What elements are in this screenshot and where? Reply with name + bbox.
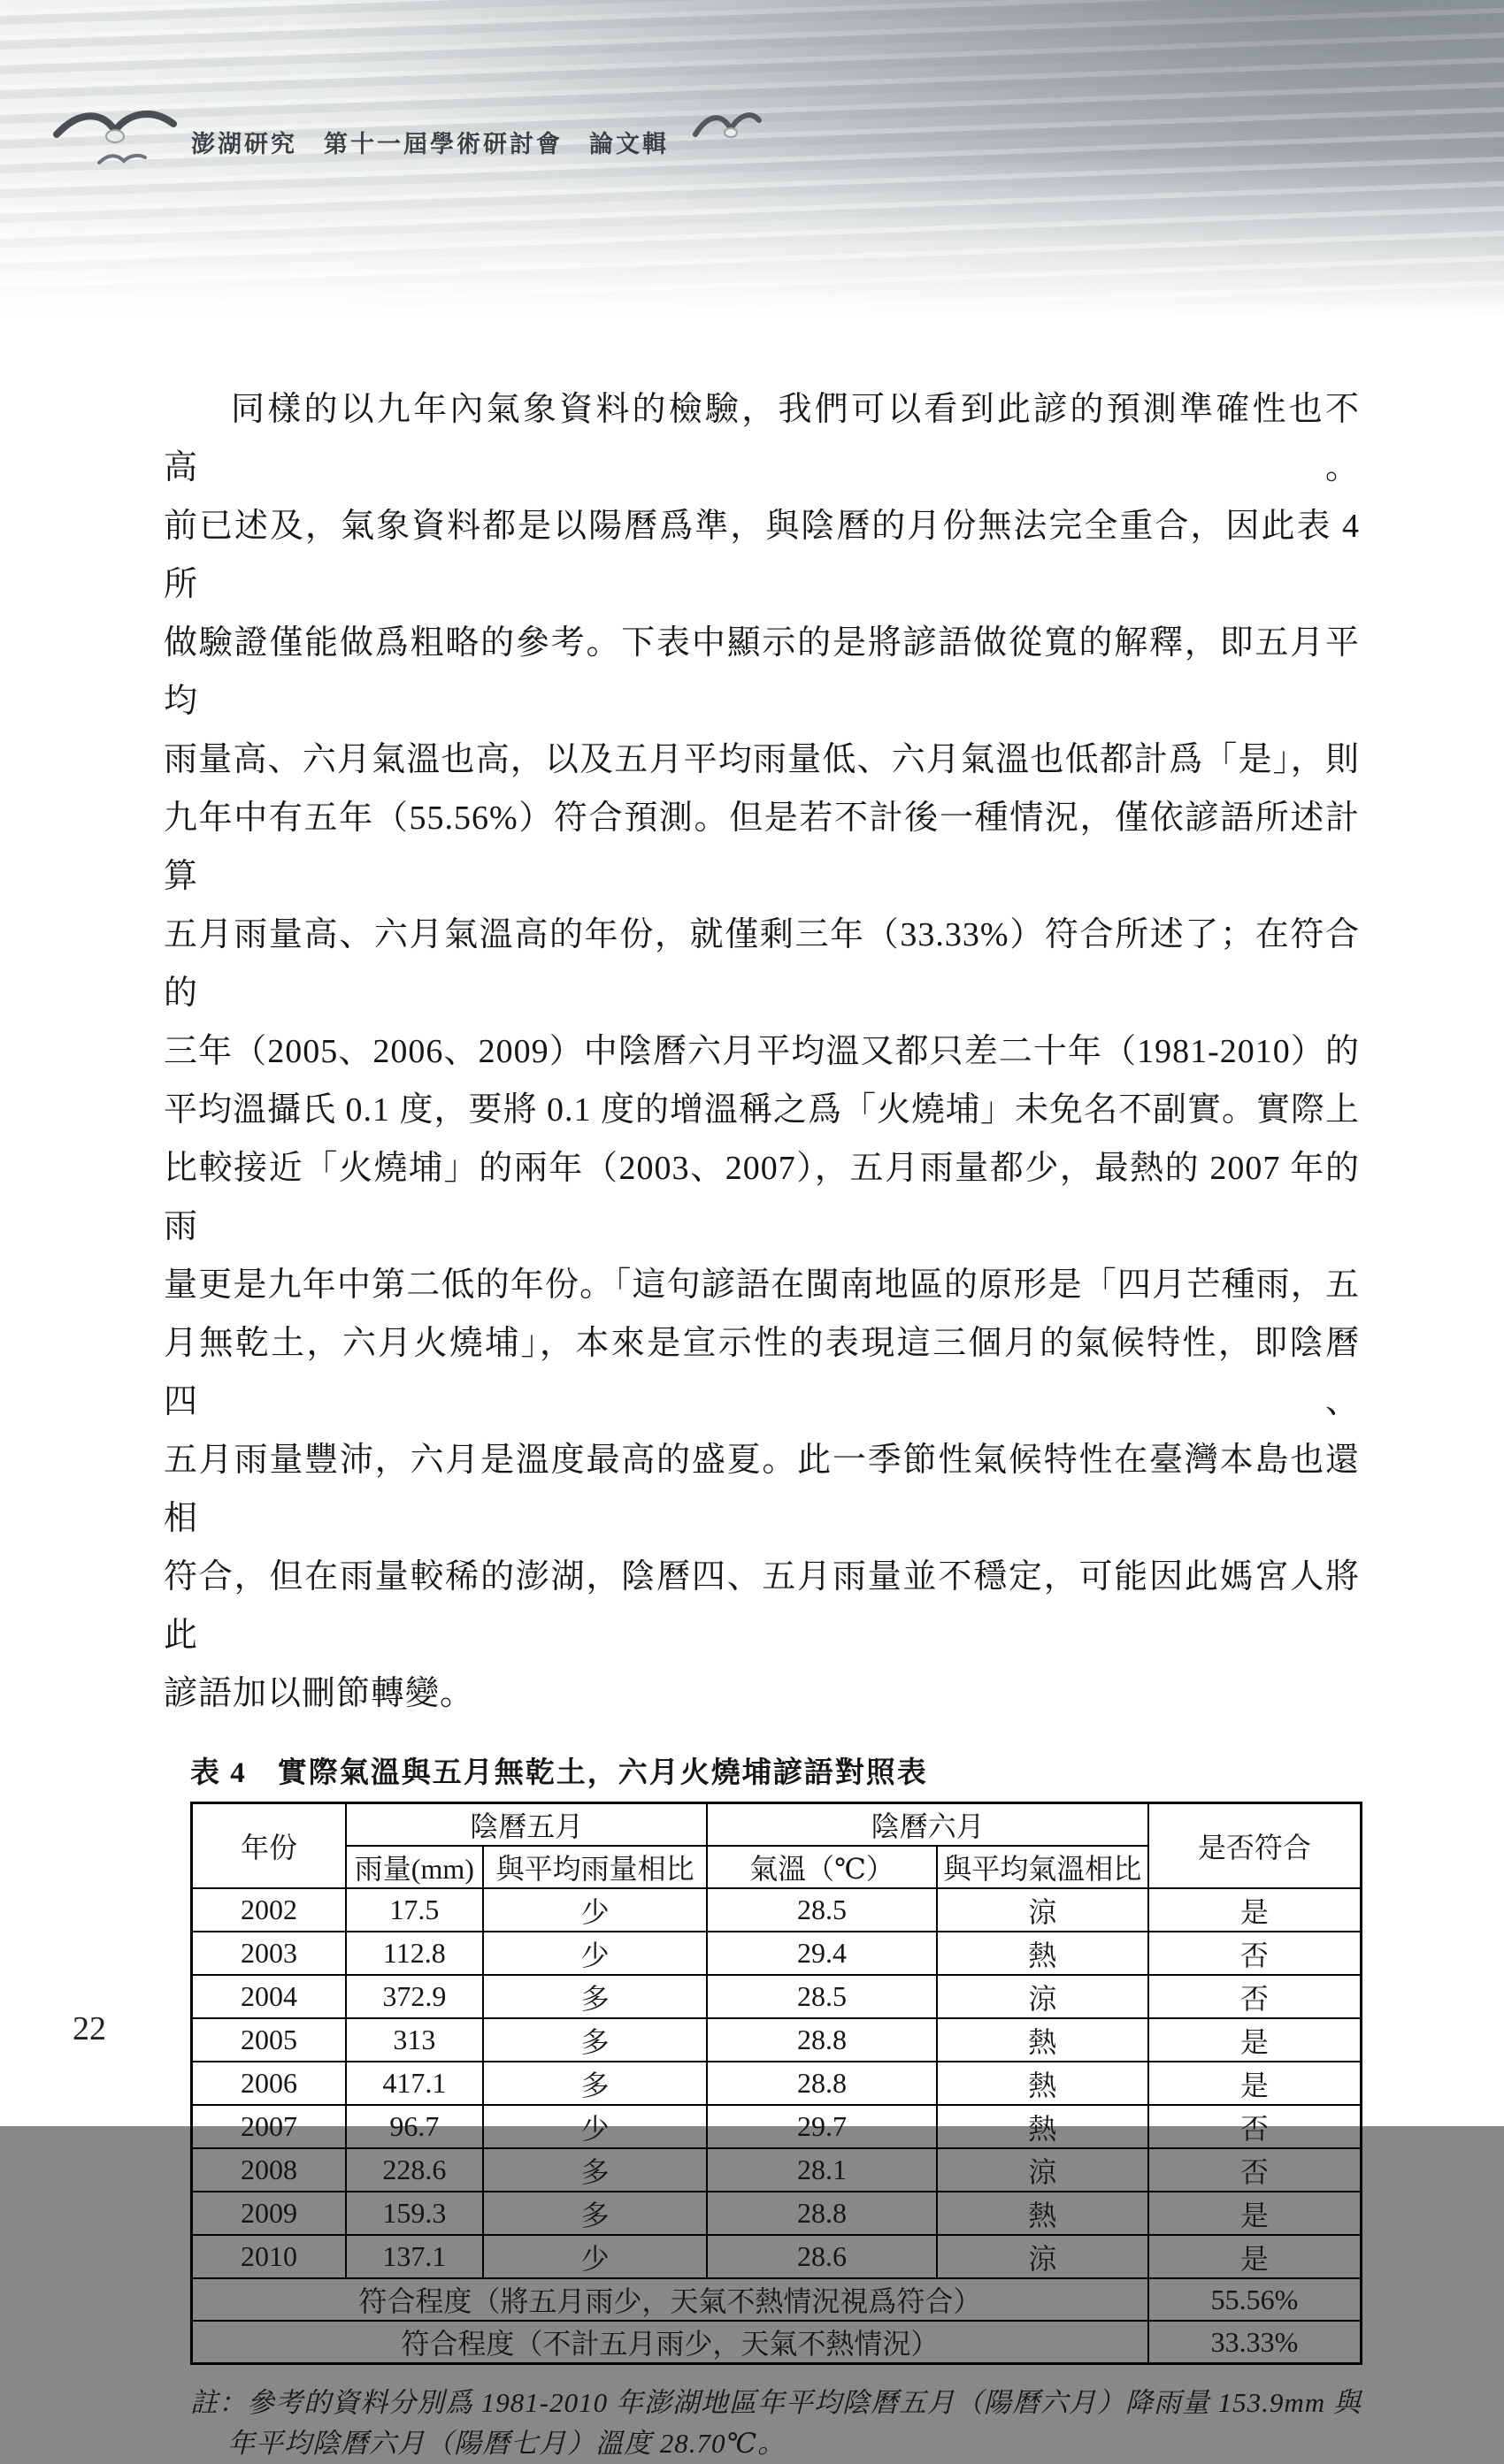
- col-header-temperature: 氣溫（℃）: [707, 1846, 936, 1888]
- header: [50, 99, 764, 163]
- summary-label: 符合程度（將五月雨少，天氣不熱情況視爲符合）: [192, 2278, 1148, 2321]
- paragraph-line: 諺語加以刪節轉變。: [164, 1675, 475, 1712]
- year-cell: 2005: [192, 2018, 347, 2062]
- temp-vs-avg-cell: 涼: [937, 2235, 1148, 2278]
- match-cell: 否: [1148, 1975, 1362, 2018]
- rainfall-cell: 17.5: [346, 1888, 483, 1932]
- year-cell: 2006: [192, 2062, 347, 2105]
- temp-vs-avg-cell: 熱: [937, 2105, 1148, 2148]
- temp-vs-avg-cell: 涼: [937, 1975, 1148, 2018]
- summary-row: [192, 2321, 1362, 2364]
- page-number: 22: [73, 2010, 106, 2047]
- table-row: [192, 1888, 1362, 1932]
- rain-vs-avg-cell: 多: [483, 1975, 708, 2018]
- comparison-table: [190, 1802, 1362, 2365]
- note-line: 年平均陰曆六月（陽曆七月）溫度 28.70℃。: [227, 2428, 787, 2459]
- table-header-group-row: [192, 1803, 1362, 1847]
- paragraph-line: 量更是九年中第二低的年份。「這句諺語在閩南地區的原形是「四月芒種雨，五: [164, 1266, 1360, 1304]
- year-cell: 2007: [192, 2105, 347, 2148]
- table-row: [192, 2062, 1362, 2105]
- year-cell: 2008: [192, 2148, 347, 2192]
- rain-vs-avg-cell: 少: [483, 2105, 708, 2148]
- summary-label: 符合程度（不計五月雨少，天氣不熱情況）: [192, 2321, 1148, 2364]
- temperature-cell: 28.5: [707, 1888, 936, 1932]
- temp-vs-avg-cell: 熱: [937, 2018, 1148, 2062]
- col-group-lunar-june: 陰曆六月: [707, 1803, 1147, 1847]
- temperature-cell: 28.1: [707, 2148, 936, 2192]
- match-cell: 是: [1148, 2235, 1362, 2278]
- temperature-cell: 29.7: [707, 2105, 936, 2148]
- body-paragraph: [164, 380, 1360, 1723]
- rainfall-cell: 417.1: [346, 2062, 483, 2105]
- temperature-cell: 28.8: [707, 2062, 936, 2105]
- rainfall-cell: 159.3: [346, 2192, 483, 2235]
- table-row: [192, 1932, 1362, 1975]
- temperature-cell: 28.8: [707, 2018, 936, 2062]
- year-cell: 2010: [192, 2235, 347, 2278]
- table-title: 表 4 實際氣溫與五月無乾土，六月火燒埔諺語對照表: [190, 1757, 928, 1789]
- paragraph-line: 月無乾土，六月火燒埔」，本來是宣示性的表現這三個月的氣候特性，即陰曆四、: [164, 1325, 1360, 1420]
- col-header-year: 年份: [192, 1803, 347, 1889]
- note-line: 註：參考的資料分別爲 1981-2010 年澎湖地區年平均陰曆五月（陽曆六月）降雨量 153.9mm 與: [190, 2387, 1362, 2418]
- temp-vs-avg-cell: 熱: [937, 1932, 1148, 1975]
- year-cell: 2003: [192, 1932, 347, 1975]
- year-cell: 2004: [192, 1975, 347, 2018]
- rainfall-cell: 372.9: [346, 1975, 483, 2018]
- table-row: [192, 2235, 1362, 2278]
- summary-value: 55.56%: [1148, 2278, 1362, 2321]
- paragraph-line: 同樣的以九年內氣象資料的檢驗，我們可以看到此諺的預測準確性也不高。: [164, 391, 1360, 486]
- col-header-temp-vs-avg: 與平均氣溫相比: [937, 1846, 1148, 1888]
- table-row: [192, 2192, 1362, 2235]
- seagull-icon: [50, 99, 182, 175]
- match-cell: 是: [1148, 1888, 1362, 1932]
- rainfall-cell: 96.7: [346, 2105, 483, 2148]
- match-cell: 否: [1148, 2148, 1362, 2192]
- summary-value: 33.33%: [1148, 2321, 1362, 2364]
- summary-row: [192, 2278, 1362, 2321]
- temp-vs-avg-cell: 熱: [937, 2062, 1148, 2105]
- paragraph-line: 雨量高、六月氣溫也高，以及五月平均雨量低、六月氣溫也低都計爲「是」，則: [164, 741, 1360, 778]
- rainfall-cell: 112.8: [346, 1932, 483, 1975]
- match-cell: 否: [1148, 1932, 1362, 1975]
- rainfall-cell: 313: [346, 2018, 483, 2062]
- paragraph-line: 比較接近「火燒埔」的兩年（2003、2007），五月雨量都少，最熱的 2007 年的雨: [164, 1150, 1360, 1245]
- paragraph-line: 五月雨量高、六月氣溫高的年份，就僅剩三年（33.33%）符合所述了；在符合的: [164, 916, 1360, 1012]
- rain-vs-avg-cell: 多: [483, 2148, 708, 2192]
- paragraph-line: 前已述及，氣象資料都是以陽曆爲準，與陰曆的月份無法完全重合，因此表 4 所: [164, 508, 1360, 603]
- hero-photo: [0, 0, 1504, 336]
- paragraph-line: 五月雨量豐沛，六月是溫度最高的盛夏。此一季節性氣候特性在臺灣本島也還相: [164, 1442, 1360, 1537]
- table-note: [190, 2383, 1362, 2464]
- paragraph-line: 符合，但在雨量較稀的澎湖，陰曆四、五月雨量並不穩定，可能因此媽宮人將此: [164, 1558, 1360, 1654]
- table-row: [192, 2148, 1362, 2192]
- rainfall-cell: 137.1: [346, 2235, 483, 2278]
- year-cell: 2009: [192, 2192, 347, 2235]
- col-header-rainfall: 雨量(mm): [346, 1846, 483, 1888]
- match-cell: 是: [1148, 2062, 1362, 2105]
- match-cell: 否: [1148, 2105, 1362, 2148]
- paragraph-line: 做驗證僅能做爲粗略的參考。下表中顯示的是將諺語做從寬的解釋，即五月平均: [164, 624, 1360, 720]
- rain-vs-avg-cell: 少: [483, 1932, 708, 1975]
- match-cell: 是: [1148, 2018, 1362, 2062]
- rain-vs-avg-cell: 多: [483, 2062, 708, 2105]
- table-row: [192, 2018, 1362, 2062]
- rainfall-cell: 228.6: [346, 2148, 483, 2192]
- temp-vs-avg-cell: 熱: [937, 2192, 1148, 2235]
- page-body: [0, 336, 1504, 2464]
- header-title: 澎湖研究 第十一屆學術研討會 論文輯: [191, 131, 669, 157]
- year-cell: 2002: [192, 1888, 347, 1932]
- temperature-cell: 28.5: [707, 1975, 936, 2018]
- paragraph-line: 平均溫攝氏 0.1 度，要將 0.1 度的增溫稱之爲「火燒埔」未免名不副實。實際上: [164, 1091, 1361, 1129]
- match-cell: 是: [1148, 2192, 1362, 2235]
- seagull-icon: [690, 101, 764, 147]
- table-row: [192, 2105, 1362, 2148]
- temperature-cell: 28.6: [707, 2235, 936, 2278]
- rain-vs-avg-cell: 多: [483, 2018, 708, 2062]
- temp-vs-avg-cell: 涼: [937, 1888, 1148, 1932]
- col-header-match: 是否符合: [1148, 1803, 1362, 1889]
- rain-vs-avg-cell: 少: [483, 2235, 708, 2278]
- col-group-lunar-may: 陰曆五月: [346, 1803, 707, 1847]
- paragraph-line: 九年中有五年（55.56%）符合預測。但是若不計後一種情況，僅依諺語所述計算: [164, 800, 1360, 895]
- rain-vs-avg-cell: 多: [483, 2192, 708, 2235]
- rain-vs-avg-cell: 少: [483, 1888, 708, 1932]
- temp-vs-avg-cell: 涼: [937, 2148, 1148, 2192]
- temperature-cell: 29.4: [707, 1932, 936, 1975]
- temperature-cell: 28.8: [707, 2192, 936, 2235]
- table-row: [192, 1975, 1362, 2018]
- paragraph-line: 三年（2005、2006、2009）中陰曆六月平均溫又都只差二十年（1981-2010）的: [164, 1033, 1360, 1070]
- col-header-rain-vs-avg: 與平均雨量相比: [483, 1846, 708, 1888]
